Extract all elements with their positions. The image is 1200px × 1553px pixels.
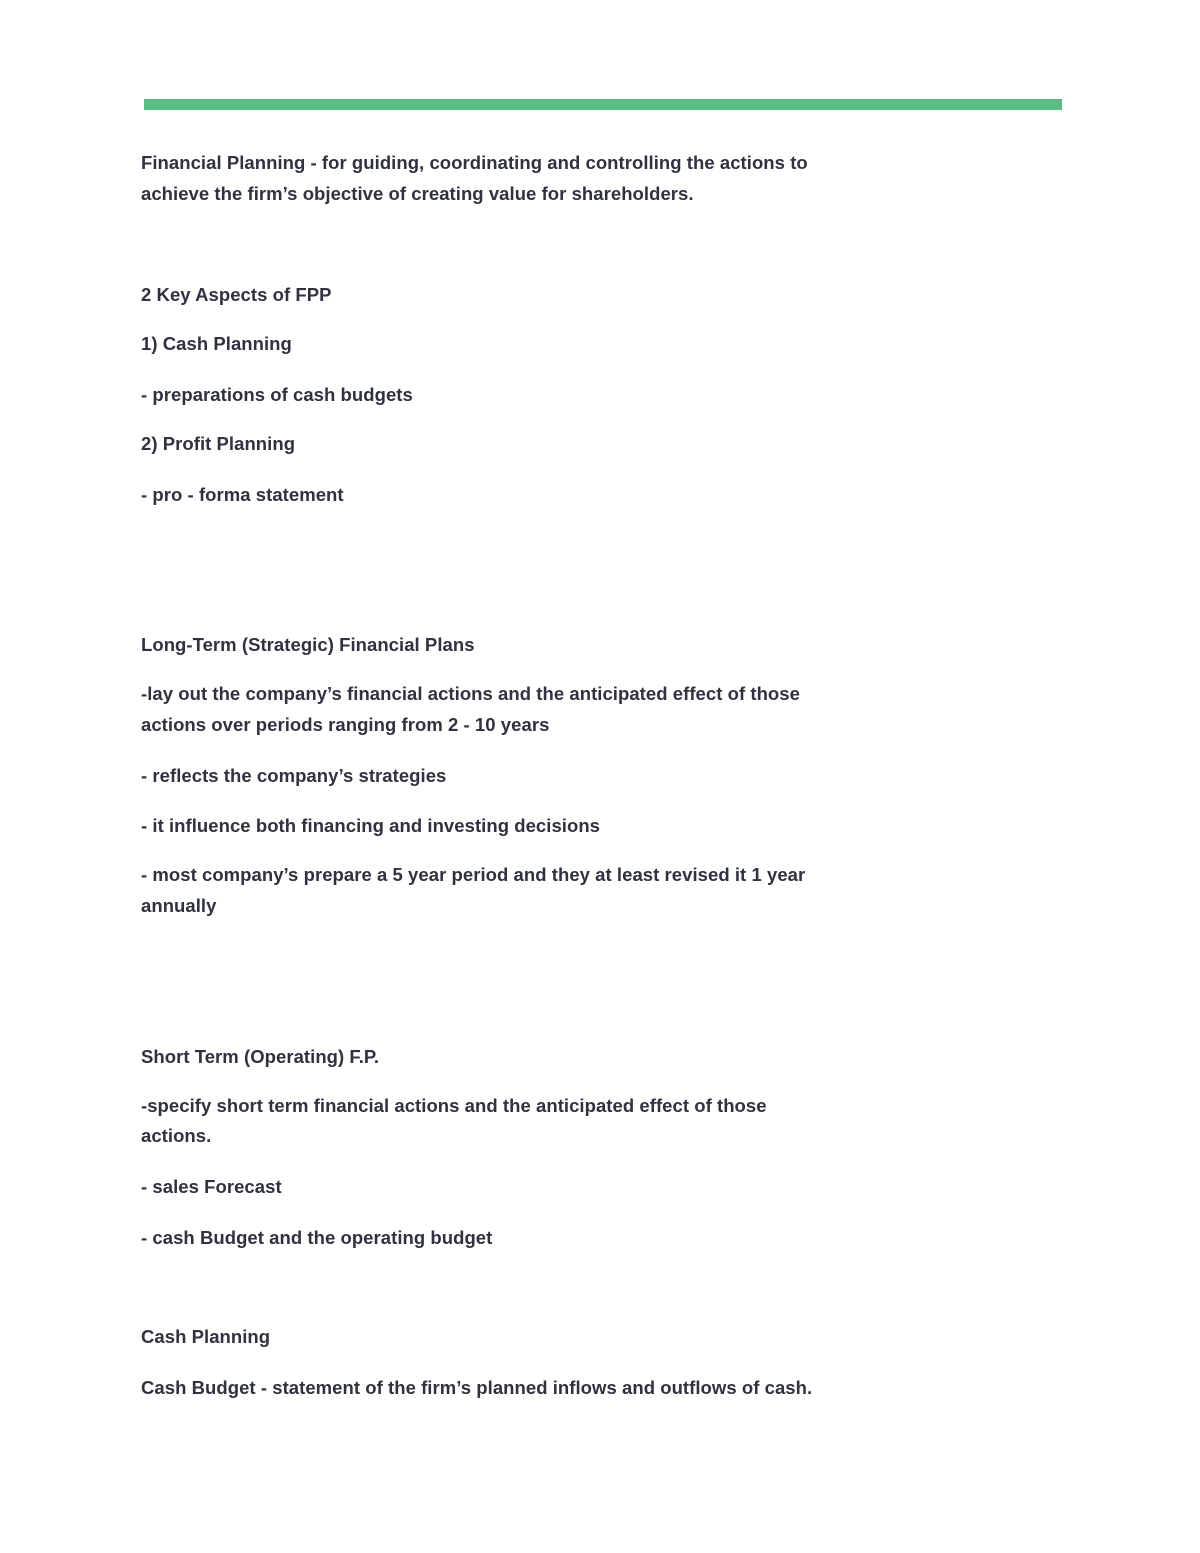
long-term-point-2: - it influence both financing and investing decisions	[141, 815, 601, 836]
key-aspects-heading: 2 Key Aspects of FPP	[141, 284, 332, 305]
cash-budget-definition: Cash Budget - statement of the firm’s planned inflows and outflows of cash.	[141, 1377, 813, 1398]
short-term-point-1: - sales Forecast	[141, 1176, 282, 1197]
key-aspect-item-2-detail: - pro - forma statement	[141, 484, 344, 505]
key-aspect-item-1-detail: - preparations of cash budgets	[141, 384, 413, 405]
short-term-point-2: - cash Budget and the operating budget	[141, 1227, 493, 1248]
long-term-point-3-line-1: - most company’s prepare a 5 year period and they at least revised it 1 year	[141, 864, 806, 885]
key-aspect-item-2: 2) Profit Planning	[141, 433, 296, 454]
long-term-desc-line-1: -lay out the company’s financial actions and the anticipated effect of those	[141, 683, 800, 704]
intro-line-1: Financial Planning - for guiding, coordinating and controlling the actions to	[141, 152, 808, 173]
header-accent-bar	[144, 99, 1062, 110]
cash-planning-heading: Cash Planning	[141, 1326, 271, 1347]
key-aspect-item-1: 1) Cash Planning	[141, 333, 292, 354]
intro-line-2: achieve the firm’s objective of creating value for shareholders.	[141, 183, 694, 204]
short-term-heading: Short Term (Operating) F.P.	[141, 1046, 380, 1067]
short-term-desc-line-2: actions.	[141, 1125, 212, 1146]
long-term-desc-line-2: actions over periods ranging from 2 - 10 years	[141, 714, 550, 735]
short-term-desc-line-1: -specify short term financial actions and the anticipated effect of those	[141, 1095, 767, 1116]
long-term-heading: Long-Term (Strategic) Financial Plans	[141, 634, 475, 655]
long-term-point-1: - reflects the company’s strategies	[141, 765, 447, 786]
long-term-point-3-line-2: annually	[141, 895, 217, 916]
